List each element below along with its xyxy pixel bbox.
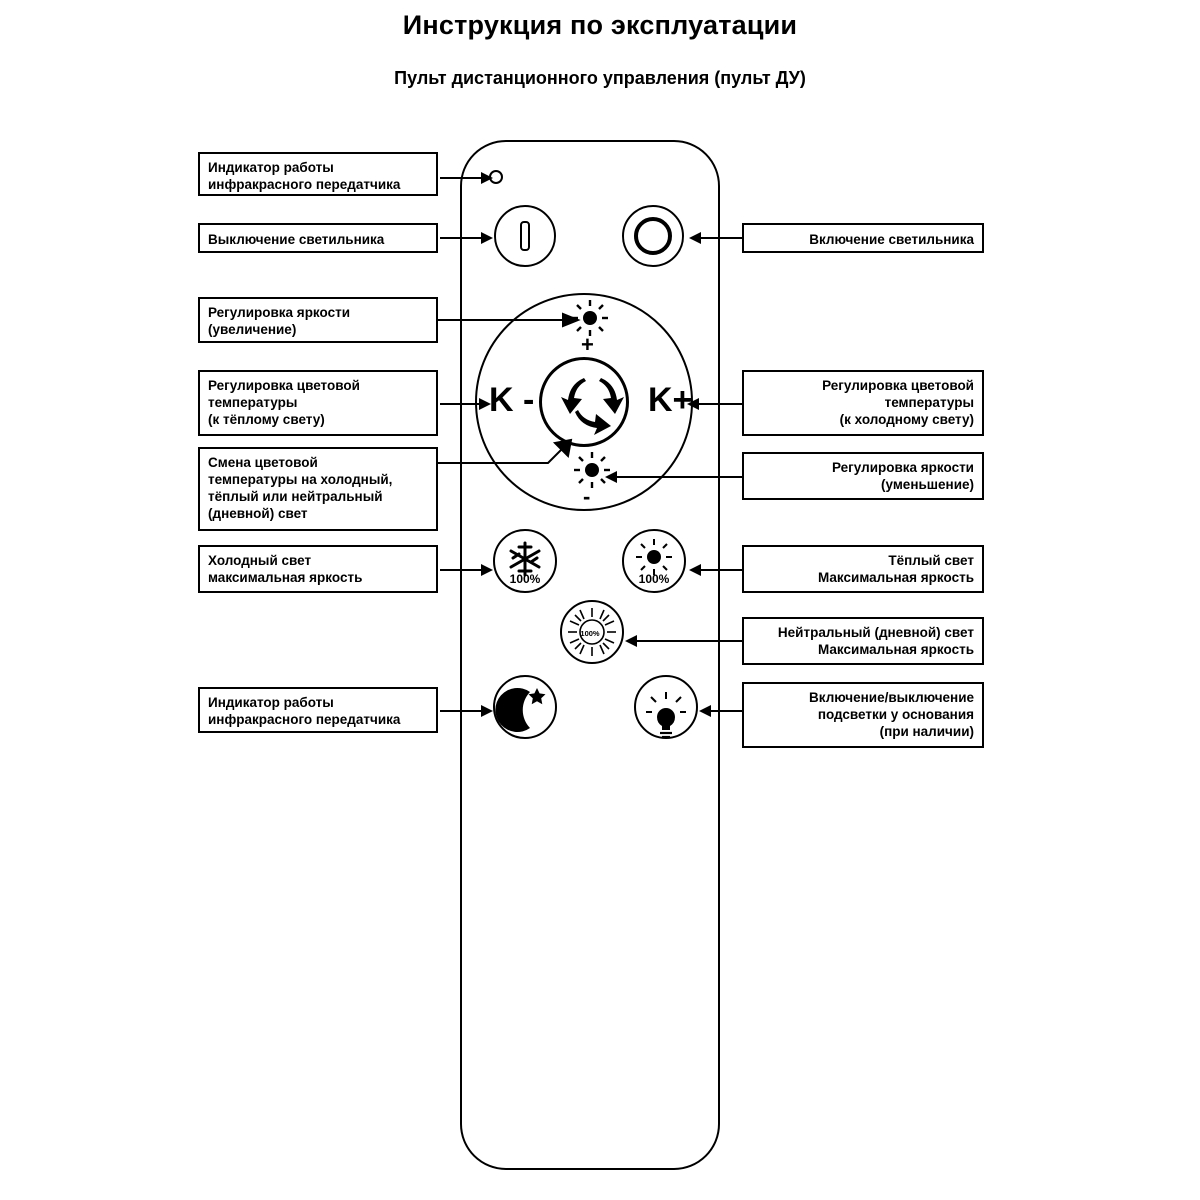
- callout-line: Максимальная яркость: [818, 642, 974, 657]
- callout-brightness-up: [198, 297, 438, 343]
- arrow-base-light: [710, 710, 742, 712]
- callout-line: Индикатор работы: [208, 695, 334, 710]
- callout-line: тёплый или нейтральный: [208, 489, 383, 504]
- neutral-percent-label: 100%: [580, 629, 600, 638]
- callout-warm-max: [742, 545, 984, 593]
- callout-line: Включение/выключение: [809, 690, 974, 705]
- callout-line: Холодный свет: [208, 553, 312, 568]
- callout-light-off: [198, 223, 438, 253]
- callout-line: Смена цветовой: [208, 455, 318, 470]
- arrow-cct-cold: [698, 403, 742, 405]
- callout-cct-cycle: [198, 447, 438, 531]
- callout-brightness-down: [742, 452, 984, 500]
- cct-warm-label: K -: [489, 381, 535, 419]
- callout-line: (уменьшение): [881, 477, 974, 492]
- base-light-button[interactable]: [634, 675, 698, 739]
- page-subtitle: Пульт дистанционного управления (пульт ДУ): [394, 68, 806, 88]
- callout-line: Включение светильника: [809, 232, 974, 247]
- callout-line: Нейтральный (дневной) свет: [777, 625, 974, 640]
- arrow-neutral-max: [636, 640, 742, 642]
- callout-cct-cold: [742, 370, 984, 436]
- callout-cct-warm: [198, 370, 438, 436]
- arrow-light-off: [440, 237, 482, 239]
- callout-line: (к тёплому свету): [208, 412, 325, 427]
- warm-percent-label: 100%: [638, 572, 670, 586]
- callout-base-light: [742, 682, 984, 748]
- arrow-ir-indicator-bottom: [440, 710, 482, 712]
- power-off-button[interactable]: [494, 205, 556, 267]
- callout-line: Регулировка яркости: [208, 305, 351, 320]
- night-mode-button[interactable]: [493, 675, 557, 739]
- cct-cycle-button[interactable]: [539, 357, 629, 447]
- power-on-button[interactable]: [622, 205, 684, 267]
- arrow-cct-warm: [440, 403, 480, 405]
- power-off-icon: [520, 221, 530, 251]
- callout-cold-max: [198, 545, 438, 593]
- callout-ir-indicator-top: [198, 152, 438, 196]
- callout-line: Тёплый свет: [888, 553, 974, 568]
- callout-line: Максимальная яркость: [818, 570, 974, 585]
- arrow-cold-max: [440, 569, 482, 571]
- callout-line: (при наличии): [879, 724, 974, 739]
- brightness-up-label: +: [581, 332, 594, 357]
- arrow-brightness-down: [616, 476, 742, 478]
- callout-line: температуры: [208, 395, 298, 410]
- callout-line: Регулировка цветовой: [822, 378, 974, 393]
- callout-line: Регулировка цветовой: [208, 378, 360, 393]
- callout-line: инфракрасного передатчика: [208, 712, 401, 727]
- callout-line: температуры на холодный,: [208, 472, 393, 487]
- callout-line: (увеличение): [208, 322, 297, 337]
- callout-line: Выключение светильника: [208, 232, 385, 247]
- cct-cold-label: K+: [648, 381, 693, 419]
- page-title: Инструкция по эксплуатации: [402, 10, 798, 40]
- callout-line: (дневной) свет: [208, 506, 308, 521]
- power-on-icon: [634, 217, 672, 255]
- callout-line: Индикатор работы: [208, 160, 334, 175]
- callout-line: инфракрасного передатчика: [208, 177, 401, 192]
- callout-ir-indicator-bottom: [198, 687, 438, 733]
- arrow-light-on: [700, 237, 742, 239]
- callout-line: подсветки у основания: [817, 707, 974, 722]
- callout-line: температуры: [884, 395, 974, 410]
- callout-neutral-max: [742, 617, 984, 665]
- callout-line: максимальная яркость: [208, 570, 363, 585]
- brightness-down-label: -: [583, 484, 591, 509]
- cold-percent-label: 100%: [509, 572, 541, 586]
- arrow-warm-max: [700, 569, 742, 571]
- callout-line: (к холодному свету): [839, 412, 974, 427]
- arrow-ir-indicator-top: [440, 177, 482, 179]
- callout-line: Регулировка яркости: [831, 460, 974, 475]
- callout-light-on: [742, 223, 984, 253]
